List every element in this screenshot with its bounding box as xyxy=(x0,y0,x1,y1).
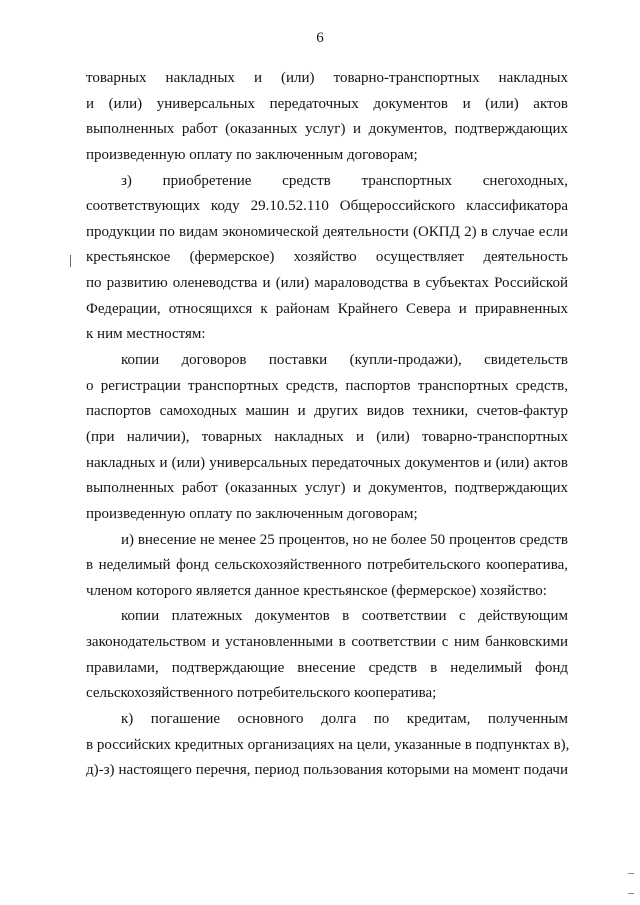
text-line: выполненных работ (оказанных услуг) и документов, подтверждающих xyxy=(86,121,568,138)
text-line: к) погашение основного долга по кредитам, полученным xyxy=(121,711,568,728)
scan-artifact-right-2 xyxy=(628,893,634,894)
text-line: членом которого является данное крестьянское (фермерское) хозяйство: xyxy=(86,582,547,599)
text-line: накладных и (или) универсальных передаточных документов и (или) актов xyxy=(86,454,568,471)
page-number: 6 xyxy=(316,30,324,46)
text-line: по развитию оленеводства и (или) мараловодства в субъектах Российской xyxy=(86,275,568,292)
text-line: о регистрации транспортных средств, паспортов транспортных средств, xyxy=(86,377,568,394)
scan-artifact-right xyxy=(628,873,634,874)
text-line: в неделимый фонд сельскохозяйственного потребительского кооператива, xyxy=(86,557,568,574)
text-line: сельскохозяйственного потребительского кооператива; xyxy=(86,685,437,702)
text-line: д)-з) настоящего перечня, период пользования которыми на момент подачи xyxy=(86,762,568,779)
text-line: произведенную оплату по заключенным договорам; xyxy=(86,146,418,163)
text-line: законодательством и установленными в соответствии с ним банковскими xyxy=(86,634,568,651)
scan-artifact-left xyxy=(70,255,71,267)
text-line: в российских кредитных организациях на цели, указанные в подпунктах в), xyxy=(86,736,570,753)
text-line: продукции по видам экономической деятельности (ОКПД 2) в случае если xyxy=(86,223,568,240)
text-line: паспортов самоходных машин и других видов техники, счетов-фактур xyxy=(86,403,568,420)
text-line: товарных накладных и (или) товарно-транспортных накладных xyxy=(86,70,568,86)
text-line: выполненных работ (оказанных услуг) и документов, подтверждающих xyxy=(86,480,568,497)
text-line: и) внесение не менее 25 процентов, но не более 50 процентов средств xyxy=(121,531,568,548)
text-line: копии платежных документов в соответствии с действующим xyxy=(121,608,568,625)
text-line: и (или) универсальных передаточных документов и (или) актов xyxy=(86,95,568,112)
text-line: (при наличии), товарных накладных и (или) товарно-транспортных xyxy=(86,428,568,445)
text-line: к ним местностям: xyxy=(86,326,206,343)
text-line: произведенную оплату по заключенным договорам; xyxy=(86,505,418,522)
text-line: соответствующих коду 29.10.52.110 Общероссийского классификатора xyxy=(86,198,568,215)
text-line: крестьянское (фермерское) хозяйство осуществляет деятельность xyxy=(86,249,568,266)
text-line: копии договоров поставки (купли-продажи), свидетельств xyxy=(121,352,568,369)
text-line: Федерации, относящихся к районам Крайнего Севера и приравненных xyxy=(86,300,568,317)
text-line: правилами, подтверждающие внесение средств в неделимый фонд xyxy=(86,659,568,676)
text-line: з) приобретение средств транспортных снегоходных, xyxy=(121,172,568,189)
body-text xyxy=(86,66,568,784)
